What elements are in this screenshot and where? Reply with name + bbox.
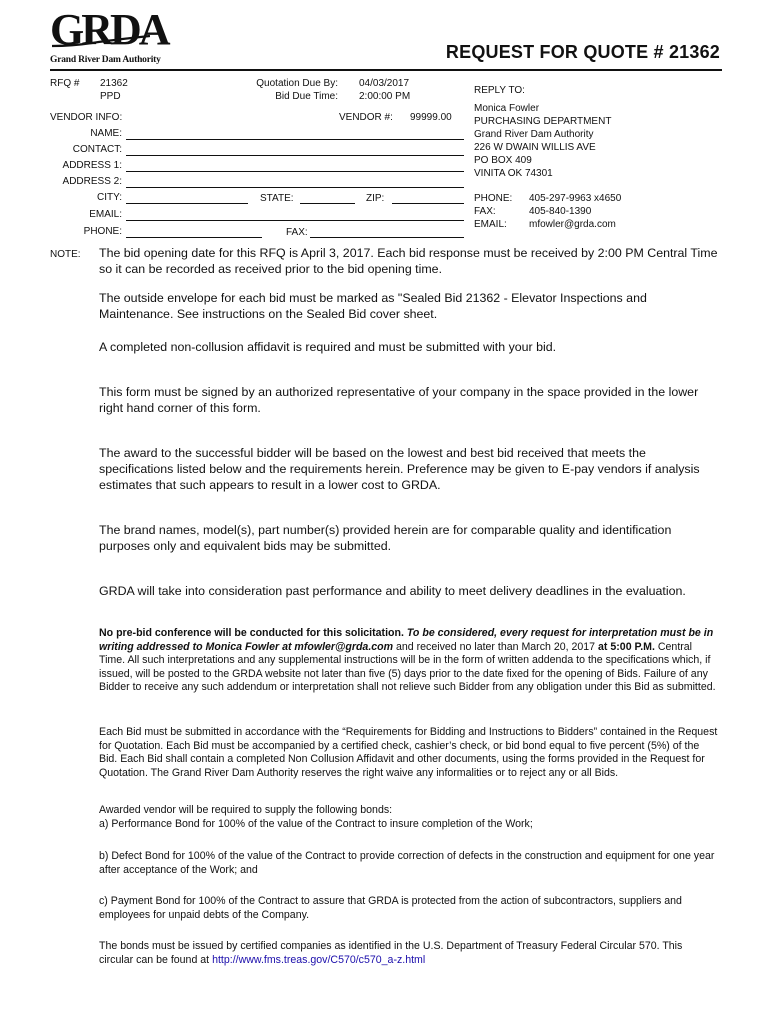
name-label: NAME: (90, 128, 122, 139)
address1-label: ADDRESS 1: (62, 160, 122, 171)
vendor-info-label: VENDOR INFO: (50, 112, 123, 123)
reply-fax-label: FAX: (474, 206, 496, 217)
reply-to-pobox: PO BOX 409 (474, 155, 532, 166)
prebid-rest-2: Central Time. All such interpretations and any supplemental instructions will be in the form of written addenda to the specifications which, if issued, will be posted to the GRDA website not later than five (5) days prior to the date fixed for the opening of Bids. Failure of any Bidder to receive any such addendum or interpretation shall not relieve such Bidder from any obligation under this Bid as submitted. (99, 640, 716, 693)
circular-570-link[interactable]: http://www.fms.treas.gov/C570/c570_a-z.html (212, 953, 426, 966)
reply-fax-value: 405-840-1390 (529, 206, 592, 217)
note-label: NOTE: (50, 249, 81, 260)
prebid-bold: No pre-bid conference will be conducted for this solicitation. (99, 627, 404, 639)
note-paragraph-1: The bid opening date for this RFQ is April 3, 2017. Each bid response must be received by 2:00 PM Central Time so it can be recorded as received prior to the bid opening time. (99, 246, 718, 276)
name-field[interactable] (126, 139, 464, 140)
prebid-italic: To be considered, every request for interpretation must be in writing addressed to Monica Fowler at mfowler@grda.com (99, 627, 714, 653)
contact-field[interactable] (126, 155, 464, 156)
logo-wave-icon (52, 34, 150, 48)
header-rule (50, 69, 722, 71)
bond-b: b) Defect Bond for 100% of the value of the Contract to provide correction of defects in the construction and equipment for one year after acceptance of the Work; and (99, 850, 715, 876)
email-label: EMAIL: (89, 209, 122, 220)
reply-email-value: mfowler@grda.com (529, 219, 616, 230)
prebid-rest-1: and received no later than March 20, 2017 (393, 640, 599, 653)
city-label: CITY: (96, 192, 122, 203)
fax-field[interactable] (310, 237, 464, 238)
note-paragraph-5: The award to the successful bidder will be based on the lowest and best bid received that meets the specifications listed below and the requirements herein. Preference may be given to E-pay vendors if analysis estimates that such appears to result in a lower cost to GRDA. (99, 446, 700, 492)
state-label: STATE: (260, 193, 294, 204)
zip-label: ZIP: (366, 193, 385, 204)
vendor-number-label: VENDOR #: (339, 112, 393, 123)
vendor-number-value: 99999.00 (410, 112, 452, 123)
state-field[interactable] (300, 203, 355, 204)
note-paragraph-4: This form must be signed by an authorized representative of your company in the space provided in the lower right hand corner of this form. (99, 385, 699, 415)
bonds-cert-text: The bonds must be issued by certified companies as identified in the U.S. Department of Treasury Federal Circular 570. This circular can be found at (99, 940, 683, 966)
bid-requirements-paragraph: Each Bid must be submitted in accordance with the “Requirements for Bidding and Instructions to Bidders” contained in the Request for Quotation. Each Bid must be accompanied by a certified check, cashier’s check, or bid bond equal to five percent (5%) of the Bid. Each Bid shall contain a completed Non Collusion Affidavit and other documents, using the forms provided in the Request for Quotation. The Grand River Dam Authority reserves the right waive any informalities or to reject any or all Bids. (99, 726, 718, 779)
prebid-time: at 5:00 P.M. (598, 640, 655, 653)
bond-c: c) Payment Bond for 100% of the Contract to assure that GRDA is protected from the action of subcontractors, suppliers and employees for unpaid debts of the Company. (99, 895, 682, 921)
zip-field[interactable] (392, 203, 464, 204)
logo-subtitle: Grand River Dam Authority (50, 55, 161, 65)
reply-phone-label: PHONE: (474, 193, 513, 204)
grda-logo: GRDA (50, 5, 168, 54)
phone-label: PHONE: (83, 226, 122, 237)
reply-to-dept: PURCHASING DEPARTMENT (474, 116, 612, 127)
reply-email-label: EMAIL: (474, 219, 507, 230)
note-paragraph-7: GRDA will take into consideration past performance and ability to meet delivery deadlines in the evaluation. (99, 584, 686, 598)
bid-due-label: Bid Due Time: (275, 91, 338, 102)
note-paragraph-2: The outside envelope for each bid must be marked as "Sealed Bid 21362 - Elevator Inspections and Maintenance. See instructions on the Sealed Bid cover sheet. (99, 291, 647, 321)
city-field[interactable] (126, 203, 248, 204)
bonds-certification (99, 940, 719, 967)
fax-label: FAX: (286, 227, 308, 238)
rfq-number: 21362 (100, 78, 128, 89)
bonds-intro: Awarded vendor will be required to supply the following bonds: (99, 804, 393, 816)
bid-due-value: 2:00:00 PM (359, 91, 411, 102)
reply-to-org: Grand River Dam Authority (474, 129, 594, 140)
reply-to-street: 226 W DWAIN WILLIS AVE (474, 142, 596, 153)
address2-field[interactable] (126, 187, 464, 188)
address2-label: ADDRESS 2: (62, 176, 122, 187)
reply-to-city: VINITA OK 74301 (474, 168, 553, 179)
phone-field[interactable] (126, 237, 262, 238)
reply-phone-value: 405-297-9963 x4650 (529, 193, 622, 204)
email-field[interactable] (126, 220, 464, 221)
quotation-due-label: Quotation Due By: (256, 78, 338, 89)
rfq-label: RFQ # (50, 78, 80, 89)
address1-field[interactable] (126, 171, 464, 172)
bond-a: a) Performance Bond for 100% of the value of the Contract to insure completion of the Work; (99, 818, 533, 830)
reply-to-name: Monica Fowler (474, 103, 540, 114)
prebid-paragraph (99, 627, 719, 695)
note-paragraph-3: A completed non-collusion affidavit is required and must be submitted with your bid. (99, 340, 557, 354)
note-paragraph-6: The brand names, model(s), part number(s) provided herein are for comparable quality and identification purposes only and equivalent bids may be submitted. (99, 523, 672, 553)
page-title: REQUEST FOR QUOTE # 21362 (445, 42, 720, 62)
reply-to-label: REPLY TO: (474, 85, 525, 96)
contact-label: CONTACT: (72, 144, 122, 155)
quotation-due-value: 04/03/2017 (359, 78, 410, 89)
rfq-ppd: PPD (100, 91, 121, 102)
